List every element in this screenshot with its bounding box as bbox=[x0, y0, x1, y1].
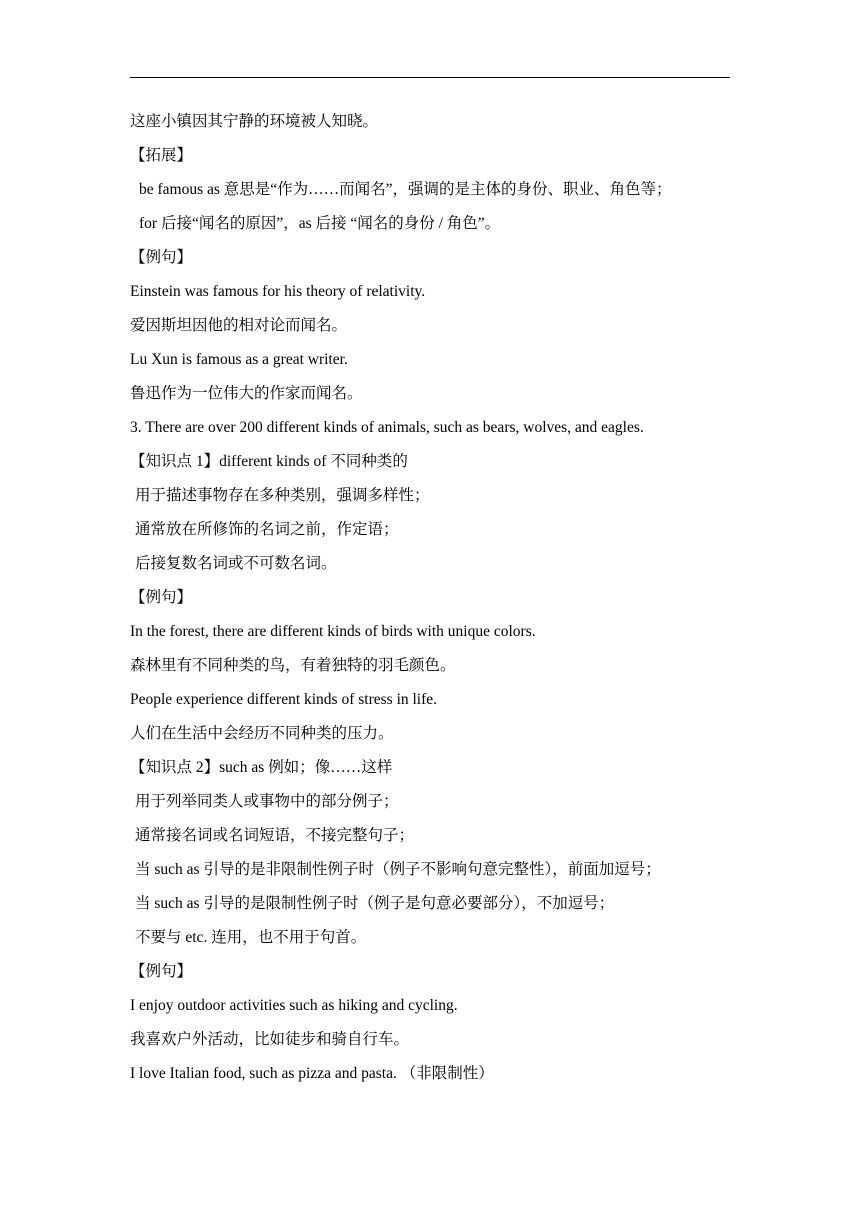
section-heading-example: 【例句】 bbox=[130, 963, 193, 980]
text-line: 后接复数名词或不可数名词。 bbox=[135, 555, 337, 572]
text-line: be famous as 意思是“作为……而闻名”，强调的是主体的身份、职业、角色等； bbox=[139, 181, 672, 198]
text-line: 当 such as 引导的是非限制性例子时（例子不影响句意完整性），前面加逗号； bbox=[135, 861, 661, 878]
header-rule bbox=[130, 77, 730, 78]
text-line: 用于列举同类人或事物中的部分例子； bbox=[135, 793, 399, 810]
knowledge-point-heading: 【知识点 1】different kinds of 不同种类的 bbox=[130, 453, 408, 470]
example-sentence-zh: 我喜欢户外活动，比如徒步和骑自行车。 bbox=[130, 1031, 410, 1048]
example-sentence-zh: 鲁迅作为一位伟大的作家而闻名。 bbox=[130, 385, 363, 402]
knowledge-point-heading: 【知识点 2】such as 例如；像……这样 bbox=[130, 759, 393, 776]
document-body bbox=[130, 105, 730, 1091]
text-line: 通常接名词或名词短语，不接完整句子； bbox=[135, 827, 415, 844]
section-heading-extension: 【拓展】 bbox=[130, 147, 193, 164]
text-line: for 后接“闻名的原因”，as 后接 “闻名的身份 / 角色”。 bbox=[139, 215, 501, 232]
example-sentence-zh: 森林里有不同种类的鸟，有着独特的羽毛颜色。 bbox=[130, 657, 456, 674]
text-line: 这座小镇因其宁静的环境被人知晓。 bbox=[130, 113, 379, 130]
example-sentence-en: People experience different kinds of stress in life. bbox=[130, 691, 438, 708]
text-line: 不要与 etc. 连用，也不用于句首。 bbox=[135, 929, 367, 946]
section-heading-example: 【例句】 bbox=[130, 249, 193, 266]
text-line: 用于描述事物存在多种类别，强调多样性； bbox=[135, 487, 430, 504]
example-sentence-en: I love Italian food, such as pizza and pasta. （非限制性） bbox=[130, 1065, 494, 1082]
numbered-sentence: 3. There are over 200 different kinds of animals, such as bears, wolves, and eagles. bbox=[130, 419, 644, 436]
text-line: 通常放在所修饰的名词之前，作定语； bbox=[135, 521, 399, 538]
example-sentence-en: I enjoy outdoor activities such as hiking and cycling. bbox=[130, 997, 458, 1014]
example-sentence-zh: 人们在生活中会经历不同种类的压力。 bbox=[130, 725, 394, 742]
example-sentence-en: Einstein was famous for his theory of relativity. bbox=[130, 283, 426, 300]
section-heading-example: 【例句】 bbox=[130, 589, 193, 606]
text-line: 当 such as 引导的是限制性例子时（例子是句意必要部分），不加逗号； bbox=[135, 895, 615, 912]
example-sentence-en: Lu Xun is famous as a great writer. bbox=[130, 351, 348, 368]
example-sentence-zh: 爱因斯坦因他的相对论而闻名。 bbox=[130, 317, 348, 334]
example-sentence-en: In the forest, there are different kinds of birds with unique colors. bbox=[130, 623, 536, 640]
